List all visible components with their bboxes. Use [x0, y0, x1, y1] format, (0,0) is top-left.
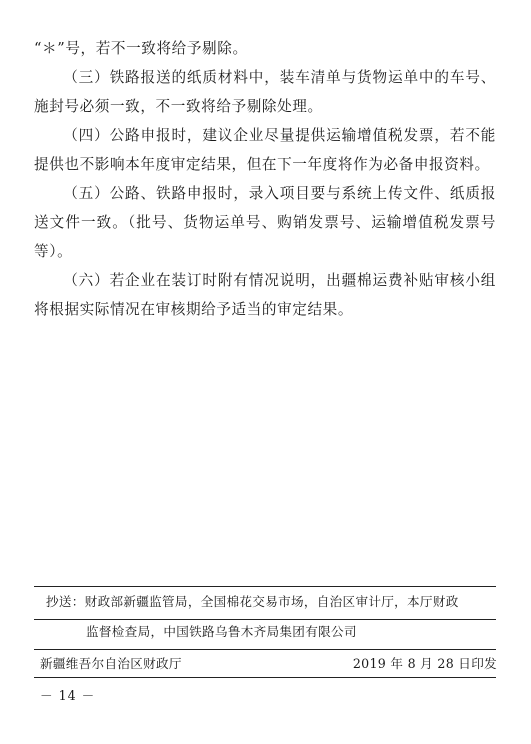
cc-top-rule — [34, 586, 496, 587]
footer-top-rule — [34, 649, 496, 650]
page-number: － 14 － — [40, 688, 96, 703]
cc-middle-rule — [34, 619, 496, 620]
cc-line-1: 抄送：财政部新疆监管局，全国棉花交易市场，自治区审计厅，本厅财政 — [46, 594, 459, 609]
footer-bottom-rule — [34, 677, 496, 678]
issue-date: 2019 年 8 月 28 日印发 — [352, 656, 497, 671]
issuer-name: 新疆维吾尔自治区财政厅 — [40, 656, 182, 671]
cc-line-2: 监督检查局，中国铁路乌鲁木齐局集团有限公司 — [86, 624, 357, 639]
paragraph-continuation: “＊”号，若不一致将给予剔除。 — [34, 40, 248, 57]
body-text — [34, 34, 496, 324]
paragraph-item-4: （四）公路申报时，建议企业尽量提供运输增值税发票，若不能提供也不影响本年度审定结果，但在下一年度将作为必备申报资料。 — [34, 127, 496, 173]
paragraph-item-5: （五）公路、铁路申报时，录入项目要与系统上传文件、纸质报送文件一致。（批号、货物运单号、购销发票号、运输增值税发票号等）。 — [34, 185, 496, 260]
paragraph-item-3: （三）铁路报送的纸质材料中，装车清单与货物运单中的车号、施封号必须一致，不一致将给予剔除处理。 — [34, 69, 496, 115]
paragraph-item-6: （六）若企业在装订时附有情况说明，出疆棉运费补贴审核小组将根据实际情况在审核期给予适当的审定结果。 — [34, 272, 496, 318]
